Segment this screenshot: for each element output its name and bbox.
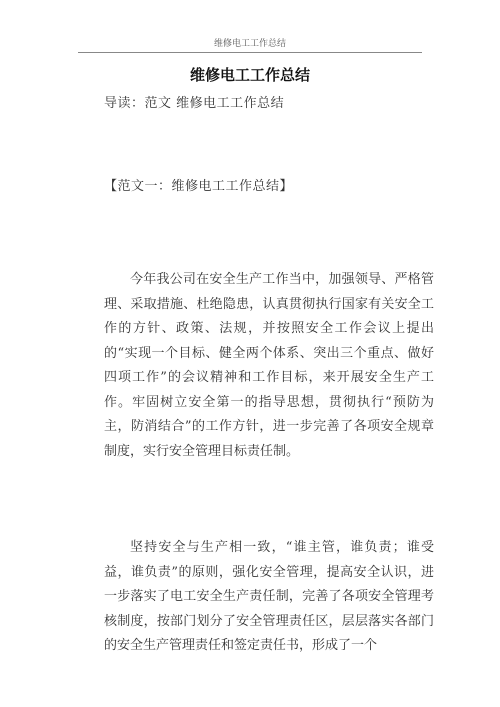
section-heading: 【范文一：维修电工工作总结】 [104, 179, 294, 194]
document-title: 维修电工工作总结 [189, 66, 310, 84]
document-intro: 导读：范文 维修电工工作总结 [104, 96, 285, 111]
running-header: 维修电工工作总结 [213, 39, 286, 49]
header-rule [78, 52, 422, 53]
body-paragraph-1: 今年我公司在安全生产工作当中，加强领导、严格管理、采取措施、杜绝隐患，认真贯彻执行国家有关安全工作的方针、政策、法规，并按照安全工作会议上提出的“实现一个目标、健全两个体系、突出三个重点、做好四项工作”的会议精神和工作目标，来开展安全生产工作。牢固树立安全第一的指导思想，贯彻执行“预防为主，防消结合”的工作方针，进一步完善了各项安全规章制度，实行安全管理目标责任制。 [104, 272, 434, 459]
body-paragraph-2: 坚持安全与生产相一致，“谁主管，谁负责；谁受益，谁负责”的原则，强化安全管理，提高安全认识，进一步落实了电工安全生产责任制，完善了各项安全管理考核制度，按部门划分了安全管理责任区，层层落实各部门的安全生产管理责任和签定责任书，形成了一个 [104, 540, 434, 653]
